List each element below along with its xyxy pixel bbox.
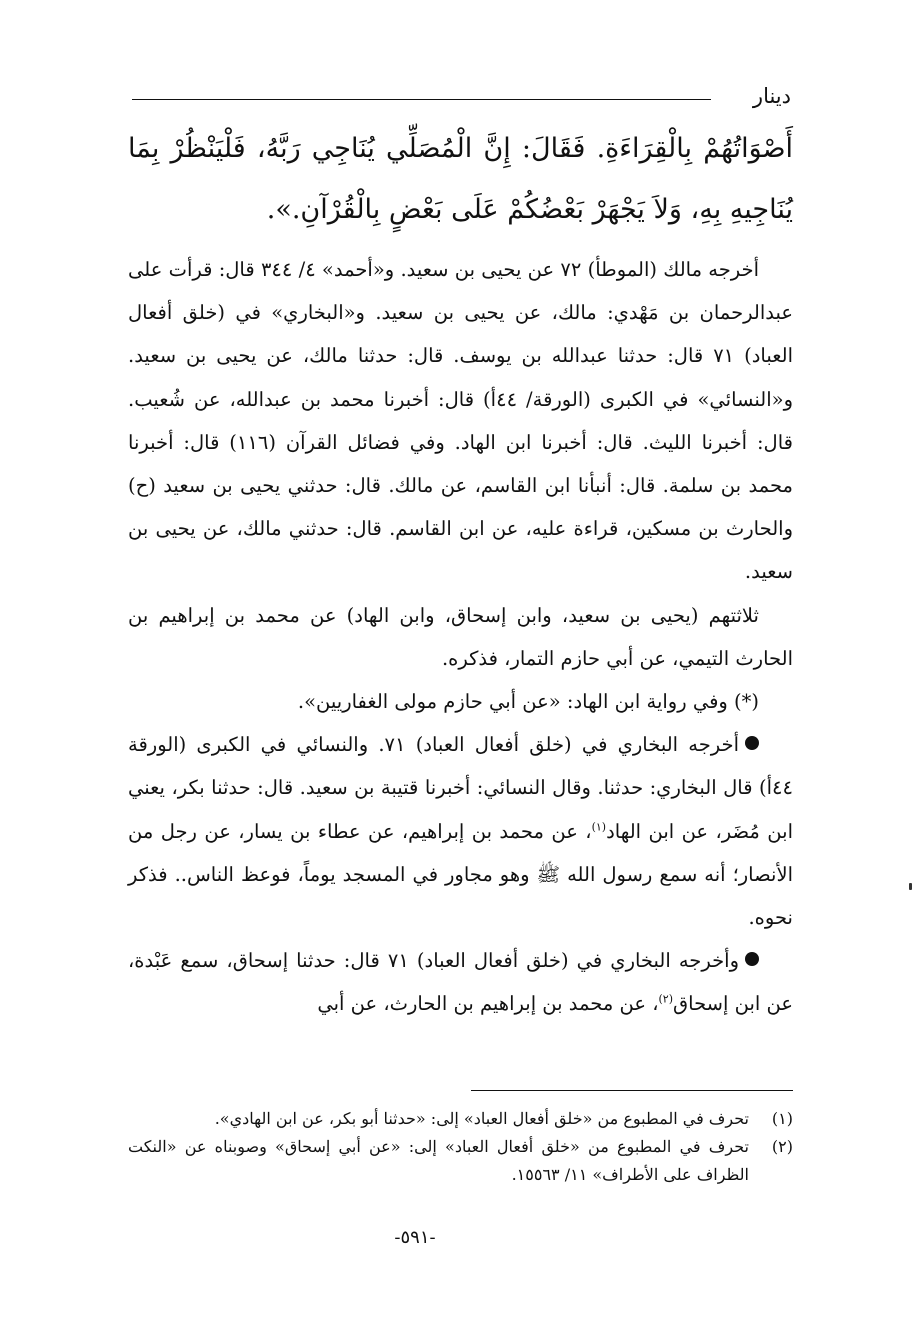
- variant-note-paragraph: (*) وفي رواية ابن الهاد: «عن أبي حازم مولى الغفاريين».: [297, 690, 759, 714]
- running-header: [132, 84, 791, 114]
- bullet-paragraph-1-text-b: ، عن محمد بن إبراهيم، عن عطاء بن يسار، عن رجل من الأنصار؛ أنه سمع رسول الله ﷺ وهو مجاور في المسجد يوماً، فوعظ الناس.. فذكر نحوه.: [128, 819, 793, 930]
- footnotes: [128, 1105, 793, 1189]
- bullet-paragraph-1: [128, 723, 793, 939]
- bullet-paragraph-1-text-a: أخرجه البخاري في (خلق أفعال العباد) ٧١. والنسائي في الكبرى (الورقة ٤٤أ) قال البخاري: حدثنا. وقال النسائي: أخبرنا قتيبة بن سعيد. قال: حدثنا بكر، يعني ابن مُضَر، عن ابن الهاد: [128, 733, 793, 843]
- footnote-1-text: تحرف في المطبوع من «خلق أفعال العباد» إلى: «حدثنا أبو بكر، عن ابن الهادي».: [214, 1109, 749, 1128]
- page-number: -٥٩١-: [394, 1227, 436, 1248]
- bullet-dot-icon: [745, 952, 759, 966]
- footnote-marker-2[interactable]: (٢): [658, 992, 674, 1006]
- footnote-marker-1[interactable]: (١): [591, 820, 607, 834]
- running-title: دينار: [752, 84, 791, 108]
- bullet-paragraph-2-text-a: وأخرجه البخاري في (خلق أفعال العباد) ٧١ قال: حدثنا إسحاق، سمع عَبْدة، عن ابن إسحاق: [128, 949, 793, 1016]
- footnote-rule: [471, 1090, 793, 1091]
- hadith-text: أَصْوَاتُهُمْ بِالْقِرَاءَةِ. فَقَالَ: إِنَّ الْمُصَلِّي يُنَاجِي رَبَّهُ، فَلْيَنْظُرْ بِمَا يُنَاجِيهِ بِهِ، وَلاَ يَجْهَرْ بَعْضُكُمْ عَلَى بَعْضٍ بِالْقُرْآنِ.».: [128, 133, 793, 225]
- header-rule: [132, 99, 711, 100]
- bullet-paragraph-2-text-b: ، عن محمد بن إبراهيم بن الحارث، عن أبي: [317, 992, 659, 1016]
- footnote-1: [128, 1105, 793, 1133]
- footnote-1-number: (١): [771, 1109, 793, 1128]
- takhrij-paragraph: أخرجه مالك (الموطأ) ٧٢ عن يحيى بن سعيد. و«أحمد» ٤/ ٣٤٤ قال: قرأت على عبدالرحمان بن مَهْدي: مالك، عن يحيى بن سعيد. و«البخاري» في (خلق أفعال العباد) ٧١ قال: حدثنا عبدالله بن يوسف. قال: حدثنا مالك، عن يحيى بن سعيد. و«النسائي» في الكبرى (الورقة/ ٤٤أ) قال: أخبرنا محمد بن عبدالله، عن شُعيب. قال: أخبرنا الليث. قال: أخبرنا ابن الهاد. وفي فضائل القرآن (١١٦) قال: أخبرنا محمد بن سلمة. قال: أنبأنا ابن القاسم، عن مالك. قال: حدثني يحيى بن سعيد (ح) والحارث بن مسكين، قراءة عليه، عن ابن القاسم. قال: حدثني مالك، عن يحيى بن سعيد.: [128, 258, 793, 584]
- footnote-2-text: تحرف في المطبوع من «خلق أفعال العباد» إلى: «عن أبي إسحاق» وصوبناه عن «النكت الظراف على الأطراف» ١١/ ١٥٥٦٣.: [128, 1137, 749, 1184]
- footnote-2-number: (٢): [771, 1137, 793, 1156]
- bullet-dot-icon: [745, 736, 759, 750]
- bullet-paragraph-2: [128, 939, 793, 1025]
- summary-paragraph: ثلاثتهم (يحيى بن سعيد، وابن إسحاق، وابن الهاد) عن محمد بن إبراهيم بن الحارث التيمي، عن أبي حازم التمار، فذكره.: [128, 603, 793, 670]
- hadith-text-block: [128, 118, 793, 240]
- commentary-body: [128, 248, 793, 1026]
- footnote-2: [128, 1133, 793, 1189]
- scan-speck: [909, 883, 912, 890]
